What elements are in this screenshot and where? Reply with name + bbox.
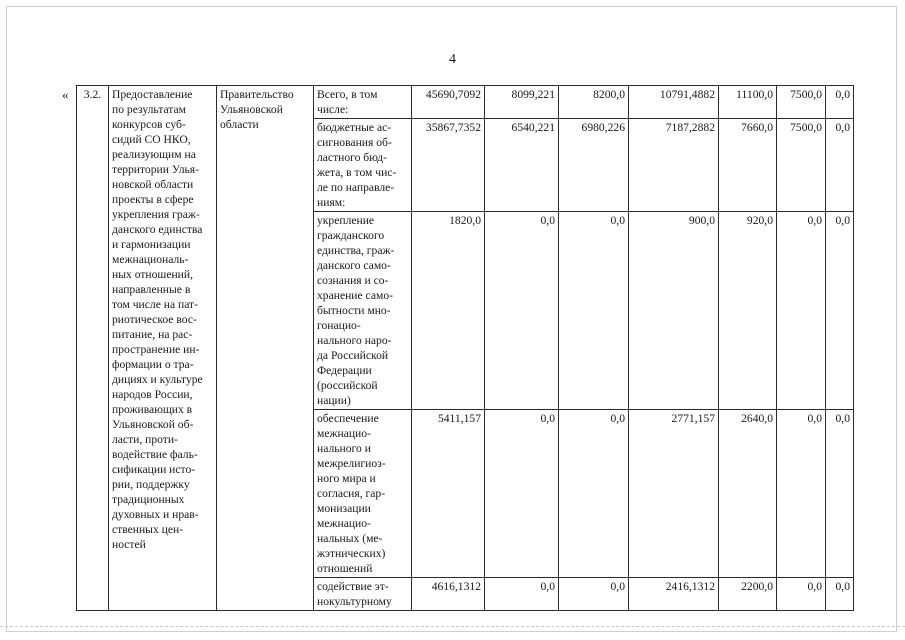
category-cell: содействие эт- нокультурному xyxy=(314,578,412,611)
opening-quote-mark: « xyxy=(62,87,69,102)
value-cell: 2200,0 xyxy=(719,578,777,611)
value-cell: 0,0 xyxy=(826,119,854,212)
value-cell: 11100,0 xyxy=(719,86,777,119)
responsible-executor-cell: Правительство Ульяновской области xyxy=(217,86,314,611)
value-cell: 7500,0 xyxy=(777,86,826,119)
row-number-cell: 3.2. xyxy=(77,86,109,611)
category-cell: укрепление гражданского единства, граж- данского само- сознания и со- хранение само- бытности мно- гонацио- нального наро- да Российской Федерации (российской нации) xyxy=(314,212,412,410)
value-cell: 0,0 xyxy=(826,86,854,119)
value-cell: 0,0 xyxy=(559,410,629,578)
value-cell: 0,0 xyxy=(559,212,629,410)
value-cell: 10791,4882 xyxy=(629,86,719,119)
value-cell: 0,0 xyxy=(485,578,559,611)
value-cell: 5411,157 xyxy=(412,410,485,578)
value-cell: 0,0 xyxy=(485,212,559,410)
category-cell: бюджетные ас- сигнования об- ластного бюд- жета, в том чис- ле по направле- ниям: xyxy=(314,119,412,212)
value-cell: 7187,2882 xyxy=(629,119,719,212)
value-cell: 45690,7092 xyxy=(412,86,485,119)
value-cell: 7500,0 xyxy=(777,119,826,212)
value-cell: 0,0 xyxy=(777,212,826,410)
value-cell: 4616,1312 xyxy=(412,578,485,611)
value-cell: 35867,7352 xyxy=(412,119,485,212)
value-cell: 1820,0 xyxy=(412,212,485,410)
value-cell: 6980,226 xyxy=(559,119,629,212)
value-cell: 900,0 xyxy=(629,212,719,410)
value-cell: 0,0 xyxy=(826,578,854,611)
value-cell: 2771,157 xyxy=(629,410,719,578)
value-cell: 920,0 xyxy=(719,212,777,410)
value-cell: 6540,221 xyxy=(485,119,559,212)
category-cell: Всего, в том числе: xyxy=(314,86,412,119)
value-cell: 0,0 xyxy=(826,410,854,578)
funding-table xyxy=(76,85,854,611)
table-row xyxy=(77,86,854,119)
value-cell: 8099,221 xyxy=(485,86,559,119)
page-number: 4 xyxy=(449,52,456,67)
activity-description-cell: Предоставление по результатам конкурсов суб- сидий СО НКО, реализующим на территории Улья- новской области проекты в сфере укрепления граж- данского единства и гармонизации межнациональ- ных отношений, направленные в том числе на пат- риотическое вос- питание, на рас- пространение ин- формации о тра- дициях и культуре народов России, проживающих в Ульяновской об- ласти, проти- водействие фаль- сификации исто- рии, поддержку традиционных духовных и нрав- ственных цен- ностей xyxy=(109,86,217,611)
scan-divider xyxy=(0,626,905,627)
value-cell: 2416,1312 xyxy=(629,578,719,611)
value-cell: 2640,0 xyxy=(719,410,777,578)
value-cell: 0,0 xyxy=(826,212,854,410)
category-cell: обеспечение межнацио- нального и межрелигиоз- ного мира и согласия, гар- монизации межнацио- нальных (ме- жэтнических) отношений xyxy=(314,410,412,578)
value-cell: 0,0 xyxy=(485,410,559,578)
value-cell: 0,0 xyxy=(777,578,826,611)
value-cell: 0,0 xyxy=(777,410,826,578)
value-cell: 7660,0 xyxy=(719,119,777,212)
value-cell: 8200,0 xyxy=(559,86,629,119)
value-cell: 0,0 xyxy=(559,578,629,611)
